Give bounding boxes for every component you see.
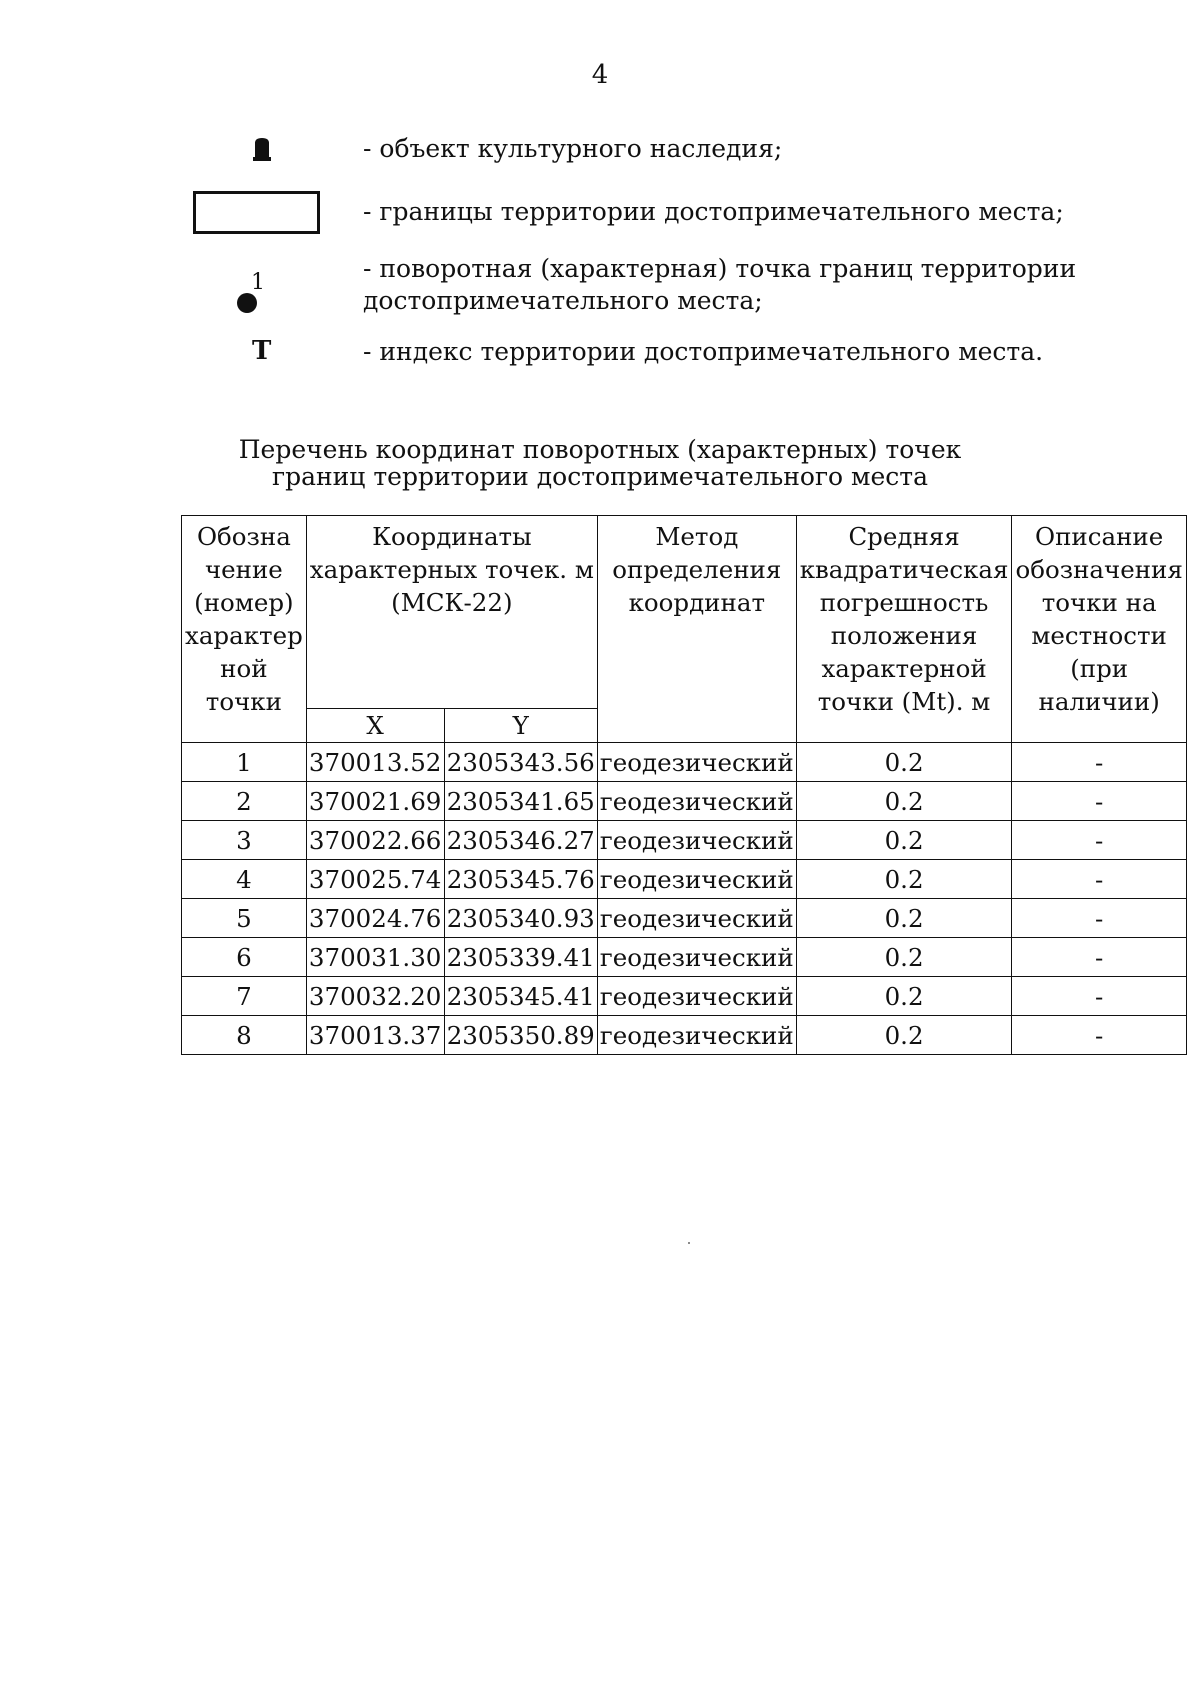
cell-x: 370032.20: [306, 977, 444, 1016]
legend-text-boundary: - границы территории достопримечательного места;: [363, 197, 1064, 226]
header-method-line: определения: [612, 555, 782, 584]
header-error-line: квадратическая: [799, 555, 1009, 584]
cell-y: 2305346.27: [444, 821, 597, 860]
header-error-line: Средняя: [848, 522, 960, 551]
table-title-line2: границ территории достопримечательного места: [271, 462, 929, 491]
header-error-line: положения: [830, 621, 978, 650]
header-description-line: (при наличии): [1038, 654, 1160, 716]
cell-y: 2305345.41: [444, 977, 597, 1016]
turning-point-label: 1: [251, 270, 265, 295]
header-y: Y: [444, 709, 597, 743]
header-coordinates-line: характерных точек. м: [309, 555, 594, 584]
table-row: [182, 977, 1187, 1016]
cell-x: 370013.52: [306, 743, 444, 782]
table-row: [182, 1016, 1187, 1055]
cell-description: -: [1012, 977, 1186, 1016]
header-error-line: погрешность: [819, 588, 989, 617]
table-title: [0, 436, 1200, 490]
cell-method: геодезический: [597, 1016, 796, 1055]
header-description: [1012, 516, 1186, 743]
cell-description: -: [1012, 1016, 1186, 1055]
legend-text-point-line1: - поворотная (характерная) точка границ территории: [363, 254, 1077, 283]
cell-method: геодезический: [597, 938, 796, 977]
territory-index-icon: Т: [252, 336, 272, 366]
cell-point-number: 6: [182, 938, 307, 977]
cell-error: 0.2: [796, 860, 1012, 899]
cell-x: 370022.66: [306, 821, 444, 860]
header-designation-line: ной: [220, 654, 268, 683]
header-description-line: обозначения: [1015, 555, 1183, 584]
cell-x: 370021.69: [306, 782, 444, 821]
header-designation-line: чение: [204, 555, 283, 584]
cell-point-number: 1: [182, 743, 307, 782]
cell-point-number: 3: [182, 821, 307, 860]
header-method: [597, 516, 796, 743]
cell-method: геодезический: [597, 782, 796, 821]
header-error: [796, 516, 1012, 743]
cell-description: -: [1012, 782, 1186, 821]
cell-error: 0.2: [796, 821, 1012, 860]
cell-method: геодезический: [597, 743, 796, 782]
cell-y: 2305345.76: [444, 860, 597, 899]
cell-y: 2305350.89: [444, 1016, 597, 1055]
header-error-line: характерной: [821, 654, 987, 683]
cell-y: 2305341.65: [444, 782, 597, 821]
legend-text-heritage: - объект культурного наследия;: [363, 134, 783, 163]
header-description-line: Описание: [1035, 522, 1164, 551]
header-designation-line: Обозна: [196, 522, 291, 551]
table-row: [182, 782, 1187, 821]
scan-speck: [688, 1242, 690, 1244]
cell-description: -: [1012, 899, 1186, 938]
cell-method: геодезический: [597, 977, 796, 1016]
header-description-line: точки на: [1041, 588, 1157, 617]
cell-y: 2305343.56: [444, 743, 597, 782]
header-description-line: местности: [1031, 621, 1167, 650]
header-designation-line: характер: [185, 621, 303, 650]
cell-error: 0.2: [796, 977, 1012, 1016]
header-designation: [182, 516, 307, 743]
cell-point-number: 8: [182, 1016, 307, 1055]
legend-text-point-line2: достопримечательного места;: [363, 286, 763, 315]
cell-description: -: [1012, 743, 1186, 782]
table-header-row: [182, 516, 1187, 709]
coordinates-table: [181, 515, 1187, 1055]
cell-error: 0.2: [796, 743, 1012, 782]
page-number: 4: [591, 60, 609, 90]
cell-y: 2305340.93: [444, 899, 597, 938]
header-error-line: точки (Mt). м: [817, 687, 991, 716]
cell-error: 0.2: [796, 938, 1012, 977]
table-row: [182, 938, 1187, 977]
cell-method: геодезический: [597, 899, 796, 938]
table-row: [182, 743, 1187, 782]
cell-method: геодезический: [597, 860, 796, 899]
turning-point-icon: [236, 268, 266, 318]
cultural-heritage-icon: [252, 137, 272, 162]
cell-x: 370013.37: [306, 1016, 444, 1055]
cell-description: -: [1012, 938, 1186, 977]
header-method-line: координат: [628, 588, 765, 617]
cell-x: 370031.30: [306, 938, 444, 977]
header-coordinates: [306, 516, 597, 709]
cell-x: 370025.74: [306, 860, 444, 899]
cell-point-number: 4: [182, 860, 307, 899]
legend-text-index: - индекс территории достопримечательного места.: [363, 337, 1044, 366]
cell-description: -: [1012, 821, 1186, 860]
cell-method: геодезический: [597, 821, 796, 860]
cell-point-number: 5: [182, 899, 307, 938]
table-row: [182, 860, 1187, 899]
header-coordinates-line: (МСК-22): [391, 588, 513, 617]
cell-point-number: 2: [182, 782, 307, 821]
table-row: [182, 821, 1187, 860]
cell-error: 0.2: [796, 782, 1012, 821]
cell-point-number: 7: [182, 977, 307, 1016]
table-body: [182, 743, 1187, 1055]
cell-error: 0.2: [796, 899, 1012, 938]
cell-x: 370024.76: [306, 899, 444, 938]
header-x: X: [306, 709, 444, 743]
header-method-line: Метод: [655, 522, 739, 551]
header-designation-line: точки: [205, 687, 282, 716]
cell-description: -: [1012, 860, 1186, 899]
header-coordinates-line: Координаты: [372, 522, 532, 551]
cell-y: 2305339.41: [444, 938, 597, 977]
table-row: [182, 899, 1187, 938]
cell-error: 0.2: [796, 1016, 1012, 1055]
header-designation-line: (номер): [194, 588, 294, 617]
territory-boundary-icon: [193, 191, 320, 234]
table-title-line1: Перечень координат поворотных (характерных) точек: [238, 435, 962, 464]
